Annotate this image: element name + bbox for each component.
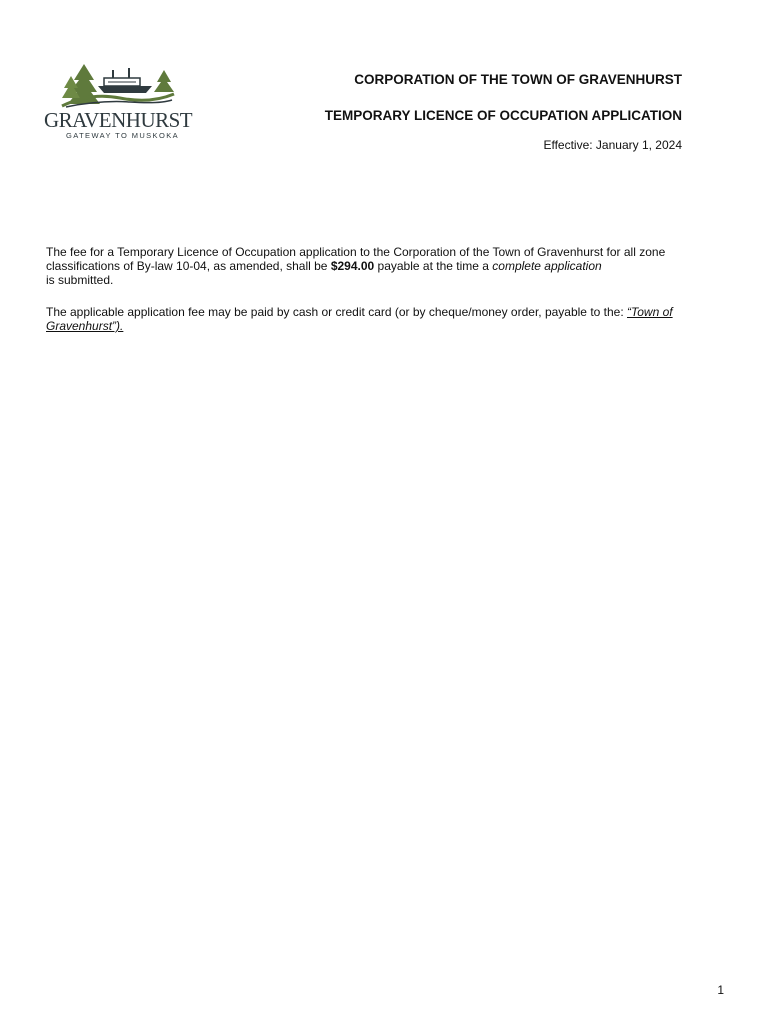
gravenhurst-logo [44,62,193,144]
payee-name: “Town of Gravenhurst”). [46,305,673,333]
corporation-heading: CORPORATION OF THE TOWN OF GRAVENHURST [354,72,682,87]
fee-text-part2: payable at the time a [374,259,493,273]
logo-tagline: GATEWAY TO MUSKOKA [66,131,179,140]
document-title: TEMPORARY LICENCE OF OCCUPATION APPLICATION [324,108,682,123]
fee-paragraph [46,245,726,287]
effective-date: Effective: January 1, 2024 [543,138,682,152]
logo-trees-boat-icon [60,62,175,108]
fee-amount: $294.00 [330,259,375,273]
complete-application-emphasis: complete application [492,259,602,273]
logo-name: GRAVENHURST [44,108,193,132]
fee-text-part1: The fee for a Temporary Licence of Occupation application to the Corporation of the Town of Gravenhurst for all zone classifications of By-law 10-04, as amended, shall be [46,245,666,273]
payment-paragraph [46,305,726,333]
page-number: 1 [717,983,724,997]
fee-text-part3: is submitted. [46,273,114,287]
payment-text: The applicable application fee may be paid by cash or credit card (or by cheque/money order, payable to the: [46,305,628,319]
